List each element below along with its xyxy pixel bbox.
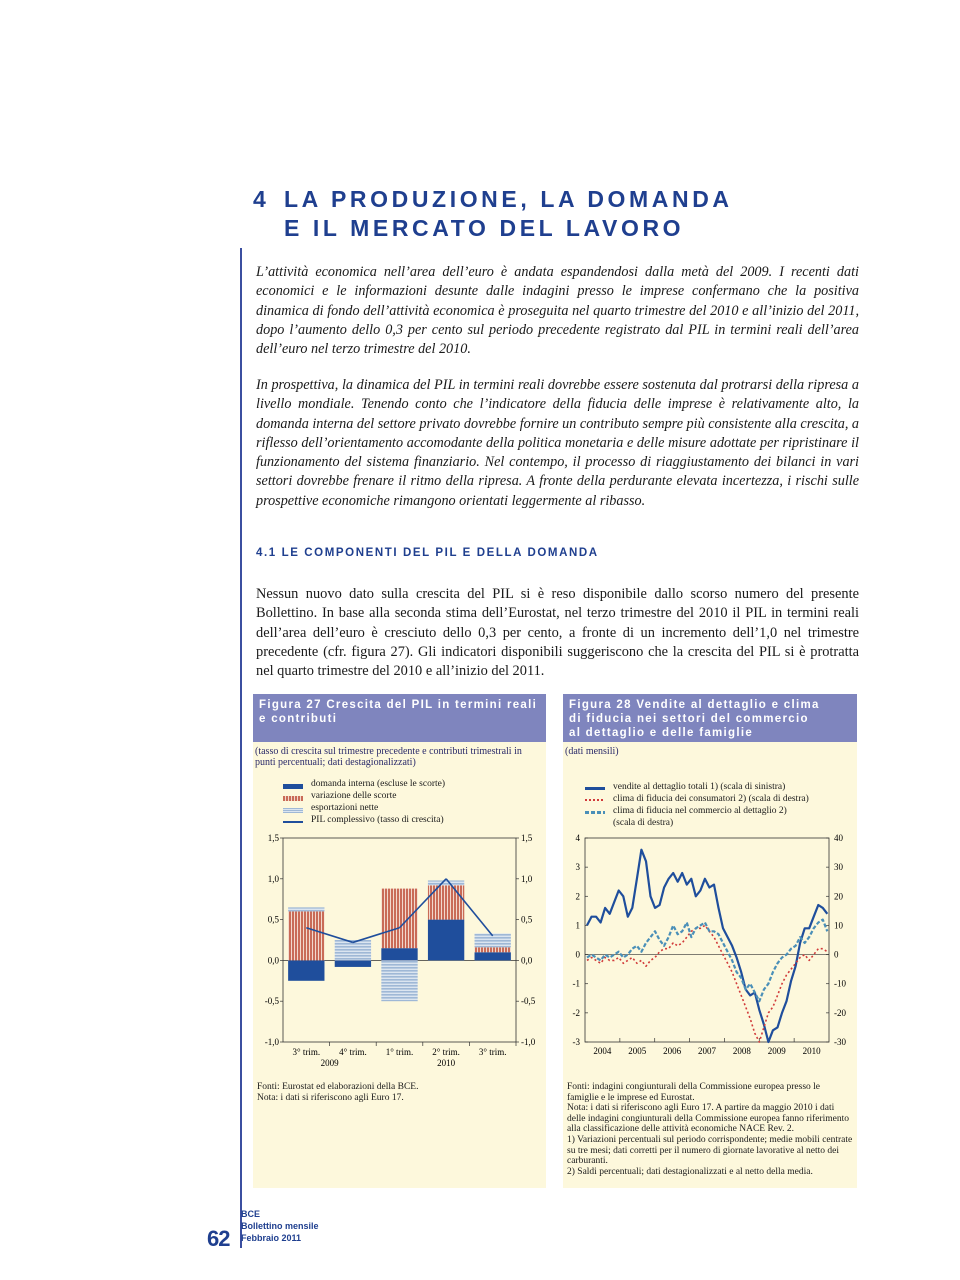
intro-paragraph-1: L’attività economica nell’area dell’euro è andata espandendosi dalla metà del 2009. I recenti dati economici e le informazioni desunte dalle indagini presso le imprese confermano che la positiva dinamica di fondo dell’attività economica è proseguita nel quarto trimestre del 2010 e all’inizio del 2011, dopo l’aumento dello 0,3 per cento sul periodo precedente registrato dal PIL in termini reali dell’area dell’euro nel terzo trimestre del 2010.: [256, 264, 859, 358]
x-tick-label: 3° trim.: [292, 1047, 321, 1057]
chapter-title-line2: E IL MERCATO DEL LAVORO: [284, 215, 685, 241]
y-tick-label-left: 1: [575, 920, 580, 931]
y-tick-label-left: 1,5: [267, 833, 279, 843]
figure-28-note-2: 1) Variazioni percentuali sul periodo corrispondente; medie mobili centrate su tre mesi; dati corretti per il numero di giornate lavorative al netto dei carburanti.: [567, 1134, 853, 1167]
bar-domanda-interna: [381, 948, 417, 960]
x-tick-label: 2005: [628, 1046, 647, 1056]
x-tick-label: 2010: [802, 1046, 821, 1056]
y-tick-label-left: 4: [575, 833, 580, 843]
y-tick-label-left: -0,5: [264, 996, 279, 1007]
y-tick-label-left: -3: [572, 1037, 580, 1047]
y-tick-label-left: -2: [572, 1007, 580, 1018]
y-tick-label-right: 1,5: [521, 833, 533, 843]
legend-swatch: [283, 821, 303, 823]
y-tick-label-left: -1: [572, 978, 580, 989]
y-tick-label-right: -0,5: [521, 996, 536, 1007]
x-tick-label: 2004: [593, 1046, 612, 1056]
y-tick-label-right: 40: [834, 833, 843, 843]
bar-esportazioni-nette: [335, 940, 371, 960]
figure-28-title: Figura 28 Vendite al dettaglio e clima di fiducia nei settori del commercio al dettaglio e delle famiglie: [563, 694, 857, 742]
y-tick-label-right: 0,0: [521, 955, 533, 966]
chapter-number: 4: [253, 186, 269, 212]
figure-27-title: Figura 27 Crescita del PIL in termini reali e contributi: [253, 694, 546, 742]
figure-27-panel: Figura 27 Crescita del PIL in termini reali e contributi (tasso di crescita sul trimestre precedente e contributi trimestrali in punti percentuali; dati destagionalizzati) domanda interna (escluse le scorte) variazione delle scorte esportazioni nette PIL complessivo (tasso di crescita) 1,5 1,5 1,0 1,0 0,5 0,5 0,0 0,0 -0,5 -0,5 -1,0 -1,0 3° trim. 4° trim. 1° trim. 2° trim. 3° trim. 2009 2010 Fonti: Eurostat ed elaborazioni della BCE. Nota: i dati si riferiscono agli Euro 17.: [253, 694, 546, 1188]
x-tick-label: 3° trim.: [478, 1047, 507, 1057]
legend-swatch: [585, 787, 605, 790]
figure-28-chart: [563, 832, 857, 1082]
plot-frame: [585, 838, 829, 1042]
x-tick-label: 2008: [732, 1046, 751, 1056]
chapter-title-line1: LA PRODUZIONE, LA DOMANDA: [284, 186, 733, 212]
figure-28-note-3: 2) Saldi percentuali; dati destagionalizzati e al netto della media.: [567, 1166, 813, 1177]
y-tick-label-right: -10: [834, 978, 846, 989]
legend-swatch: [585, 799, 605, 801]
margin-rule: [240, 248, 242, 1248]
bar-esportazioni-nette: [428, 880, 464, 885]
y-tick-label-left: 0,0: [267, 955, 279, 966]
y-tick-label-right: -30: [834, 1037, 846, 1047]
y-tick-label-right: 1,0: [521, 873, 533, 884]
figure-27-notes: [257, 1082, 542, 1103]
year-label: 2009: [320, 1058, 339, 1068]
bar-domanda-interna: [335, 960, 371, 967]
bar-variazione-scorte: [288, 911, 324, 960]
y-tick-label-right: 30: [834, 862, 843, 873]
figure-27-sources: Fonti: Eurostat ed elaborazioni della BCE.: [257, 1082, 419, 1092]
y-tick-label-left: 0,5: [267, 914, 279, 925]
y-tick-label-left: -1,0: [264, 1037, 279, 1047]
y-tick-label-right: -1,0: [521, 1037, 536, 1047]
y-tick-label-left: 0: [575, 949, 580, 960]
legend-swatch: [585, 811, 605, 814]
footer-publication: Bollettino mensile: [241, 1221, 319, 1231]
section-paragraph: Nessun nuovo dato sulla crescita del PIL si è reso disponibile dallo scorso numero del presente Bollettino. In base alla seconda stima dell’Eurostat, nel terzo trimestre del 2010 il PIL in termini reali dell’area dell’euro è cresciuto dello 0,3 per cento, a fronte di un incremento dell’1,0 nel trimestre precedente (cfr. figura 27). Gli indicatori disponibili suggeriscono che la crescita del PIL si è protratta nel quarto trimestre del 2010 e all’inizio del 2011.: [256, 586, 859, 680]
y-tick-label-right: 10: [834, 920, 843, 931]
figure-27-note: Nota: i dati si riferiscono agli Euro 17.: [257, 1092, 404, 1103]
x-tick-label: 2009: [767, 1046, 786, 1056]
x-tick-label: 4° trim.: [339, 1047, 367, 1057]
figure-28-notes: [567, 1082, 854, 1177]
y-tick-label-right: 20: [834, 891, 843, 902]
bar-domanda-interna: [428, 920, 464, 961]
bar-variazione-scorte: [428, 885, 464, 919]
y-tick-label-left: 3: [575, 862, 580, 873]
figure-28-note-0: Fonti: indagini congiunturali della Commissione europea presso le famiglie e le imprese ed Eurostat.: [567, 1082, 821, 1103]
y-tick-label-left: 1,0: [267, 873, 279, 884]
y-tick-label-right: 0: [834, 949, 839, 960]
figure-28-subtitle: (dati mensili): [565, 746, 619, 757]
legend-swatch: [283, 808, 303, 813]
legend-swatch: [283, 796, 303, 801]
x-tick-label: 2° trim.: [432, 1047, 460, 1057]
y-tick-label-left: 2: [575, 891, 580, 902]
year-label: 2010: [437, 1058, 456, 1068]
bar-esportazioni-nette: [381, 960, 417, 1001]
bar-variazione-scorte: [381, 889, 417, 949]
series-line-vendite: [587, 850, 827, 1042]
legend-swatch: [283, 784, 303, 789]
y-tick-label-right: -20: [834, 1007, 846, 1018]
footer-publisher: BCE: [241, 1209, 261, 1219]
bar-domanda-interna: [288, 960, 324, 980]
bar-domanda-interna: [475, 952, 511, 960]
x-tick-label: 2006: [663, 1046, 682, 1056]
figure-27-chart: [253, 832, 546, 1082]
y-tick-label-right: 0,5: [521, 914, 533, 925]
series-line-fiducia-commercio: [587, 920, 827, 1002]
x-tick-label: 1° trim.: [385, 1047, 414, 1057]
x-tick-label: 2007: [698, 1046, 716, 1056]
section-title: 4.1 LE COMPONENTI DEL PIL E DELLA DOMANDA: [256, 547, 599, 559]
figure-28-panel: Figura 28 Vendite al dettaglio e clima di fiducia nei settori del commercio al dettaglio e delle famiglie (dati mensili) vendite al dettaglio totali 1) (scala di sinistra) clima di fiducia dei consumatori 2) (scala di destra) clima di fiducia nel commercio al dettaglio 2) (scala di destra) 4 3 2 1 0 -1 -2 -3 40 30 20 10 0 -10 -20 -30 2004 2005 2006 2007 2008 2009 2010 Fonti: indagini congiunturali della Commissione europea presso le famiglie e le imprese ed Eurostat. Nota: i dati si riferiscono agli Euro 17. A partire da maggio 2010 i dati delle indagini congiunturali della Commissione europea fanno riferimento alla classificazione delle attività economiche NACE Rev. 2. 1) Variazioni percentuali sul periodo corrispondente; medie mobili centrate su tre mesi; dati corretti per il numero di giornate lavorative al netto dei carburanti. 2) Saldi percentuali; dati destagionalizzati e al netto della media.: [563, 694, 857, 1188]
bar-variazione-scorte: [475, 947, 511, 952]
bar-esportazioni-nette: [288, 907, 324, 911]
figure-28-note-1: Nota: i dati si riferiscono agli Euro 17. A partire da maggio 2010 i dati delle indagini congiunturali della Commissione europea fanno riferimento alla classificazione delle attività economiche NACE Rev. 2.: [567, 1103, 850, 1135]
footer-issue-date: Febbraio 2011: [241, 1233, 302, 1243]
page-number: 62: [207, 1226, 230, 1251]
intro-paragraph-2: In prospettiva, la dinamica del PIL in termini reali dovrebbe essere sostenuta dal protrarsi della ripresa a livello mondiale. Tenendo conto che l’indicatore della fiducia delle imprese è relativamente alto, la domanda interna del settore privato dovrebbe fornire un contributo sempre più consistente alla crescita, a riflesso dell’orientamento accomodante della politica monetaria e delle misure adottate per ripristinare il funzionamento del sistema finanziario. Nel contempo, il processo di riaggiustamento dei bilanci in vari settori dovrebbe frenare il ritmo della ripresa. A fronte della perdurante elevata incertezza, i rischi sulle prospettive economiche rimangono orientati leggermente al ribasso.: [256, 377, 860, 509]
figure-27-subtitle: (tasso di crescita sul trimestre precedente e contributi trimestrali in punti percentuali; dati destagionalizzati): [255, 746, 522, 768]
